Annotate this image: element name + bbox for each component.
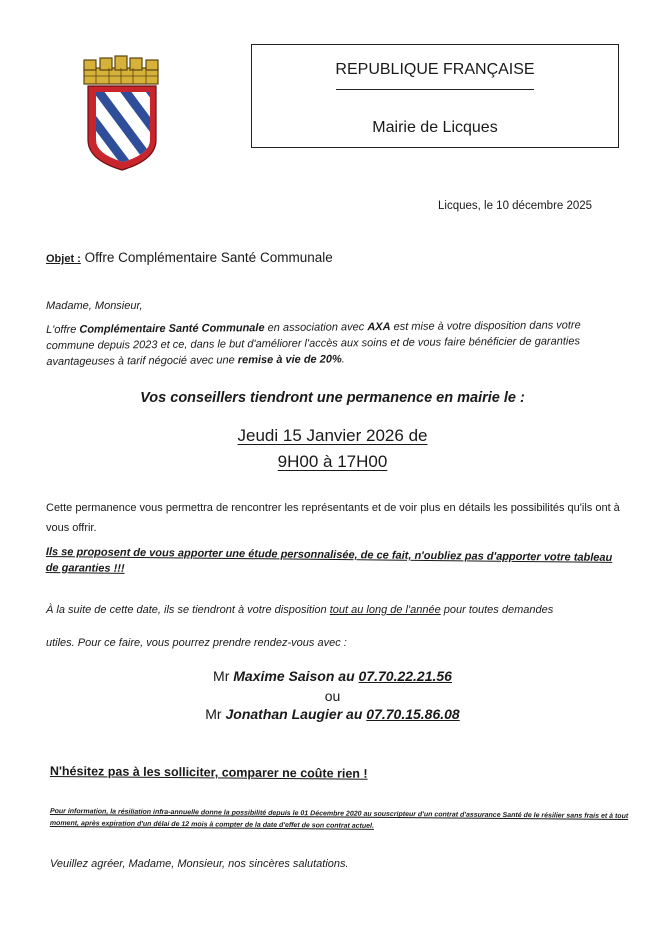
or-separator: ou (324, 688, 341, 704)
header-box (251, 44, 619, 148)
closing-salutation: Veuillez agréer, Madame, Monsieur, nos sincères salutations. (50, 858, 349, 870)
mural-crown-icon (84, 56, 158, 84)
event-date: Jeudi 15 Janvier 2026 de (237, 426, 428, 445)
call-to-action: N'hésitez pas à les solliciter, comparer ne coûte rien ! (49, 764, 368, 781)
mairie-title: Mairie de Licques (372, 119, 498, 136)
intro-bold-offer: Complémentaire Santé Communale (79, 322, 265, 336)
intro-bold-discount: remise à vie de 20% (237, 353, 342, 367)
event-hours: 9H00 à 17H00 (277, 452, 388, 471)
contact-phone: 07.70.15.86.08 (366, 706, 460, 722)
permanence-heading: Vos conseillers tiendront une permanence en mairie le : (140, 390, 525, 406)
legal-notice: Pour information, la résiliation infra-annuelle donne la possibilité depuis le 01 Décembre 2020 au souscripteur d'un contrat d'assurance Santé de le résilier sans frais et à tout moment, après expiration d'un délai de 12 mois à compter de la date d'effet de son contrat actuel. (49, 807, 629, 830)
contact-line (0, 706, 665, 722)
contact-name: Maxime Saison au (233, 668, 355, 684)
republic-title: REPUBLIQUE FRANÇAISE (335, 61, 535, 78)
header-divider (336, 89, 534, 90)
availability-text-1: À la suite de cette date, ils se tiendront à votre disposition (46, 604, 330, 616)
coat-of-arms-icon (74, 54, 168, 172)
intro-text-4: . (341, 353, 345, 366)
contact-name: Jonathan Laugier au (225, 706, 363, 722)
contact-line (0, 668, 665, 684)
intro-text-3: est mise à votre disposition dans votre commune depuis 2023 et ce, dans le but d'améliorer l'accès aux soins et de vous faire bénéficier de garanties avantageuses à tarif négocié avec une (46, 319, 581, 368)
subject-label: Objet : (46, 253, 81, 265)
subject-text: Offre Complémentaire Santé Communale (84, 250, 333, 265)
contact-prefix: Mr (205, 706, 226, 722)
intro-text-1: L'offre (46, 323, 80, 336)
availability-underlined: tout au long de l'année (329, 604, 441, 616)
contact-prefix: Mr (213, 668, 234, 684)
permanence-paragraph: Cette permanence vous permettra de rencontrer les représentants et de voir plus en détails les possibilités qu'ils ont à vous offrir. (46, 502, 620, 534)
availability-text-2: pour toutes demandes (440, 604, 554, 616)
letter-date: Licques, le 10 décembre 2025 (438, 200, 593, 212)
appointment-paragraph: utiles. Pour ce faire, vous pourrez prendre rendez-vous avec : (46, 637, 347, 649)
intro-bold-axa: AXA (367, 320, 391, 334)
intro-paragraph (46, 317, 616, 370)
subject-line (46, 250, 333, 265)
greeting: Madame, Monsieur, (46, 300, 143, 312)
availability-paragraph (46, 604, 646, 616)
intro-text-2: en association avec (264, 321, 368, 335)
contact-phone: 07.70.22.21.56 (358, 668, 452, 684)
bring-guarantees-paragraph: Ils se proposent de vous apporter une étude personnalisée, de ce fait, n'oubliez pas d'apporter votre tableau de garanties !!! (45, 545, 613, 575)
